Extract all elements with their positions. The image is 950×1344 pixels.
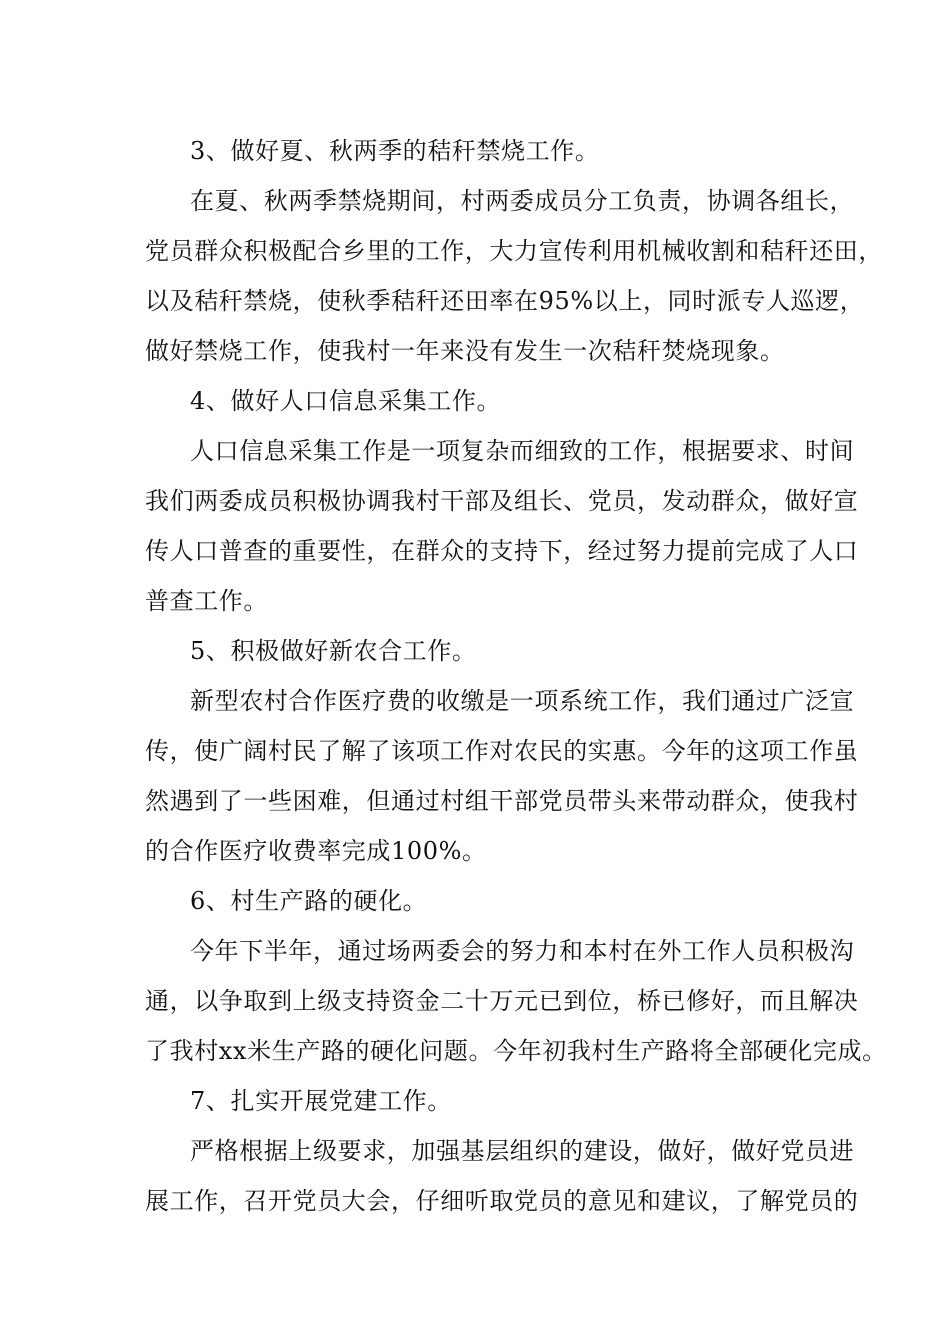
paragraph-line: 通，以争取到上级支持资金二十万元已到位，桥已修好，而且解决 <box>145 987 859 1015</box>
paragraph-line: 严格根据上级要求，加强基层组织的建设，做好，做好党员进 <box>190 1137 855 1165</box>
heading-item-4: 4、做好人口信息采集工作。 <box>190 387 502 415</box>
paragraph-line: 的合作医疗收费率完成100%。 <box>145 837 487 865</box>
paragraph-line: 以及秸秆禁烧，使秋季秸秆还田率在95%以上，同时派专人巡逻， <box>145 287 865 315</box>
paragraph-line: 我们两委成员积极协调我村干部及组长、党员，发动群众，做好宣 <box>145 487 859 515</box>
heading-item-6: 6、村生产路的硬化。 <box>190 887 428 915</box>
paragraph-line: 今年下半年，通过场两委会的努力和本村在外工作人员积极沟 <box>190 937 855 965</box>
paragraph-line: 人口信息采集工作是一项复杂而细致的工作，根据要求、时间 <box>190 437 855 465</box>
paragraph-line: 展工作，召开党员大会，仔细听取党员的意见和建议，了解党员的 <box>145 1187 859 1215</box>
paragraph-line: 普查工作。 <box>145 587 268 615</box>
paragraph-line: 做好禁烧工作，使我村一年来没有发生一次秸秆焚烧现象。 <box>145 337 785 365</box>
paragraph-line: 传，使广阔村民了解了该项工作对农民的实惠。今年的这项工作虽 <box>145 737 859 765</box>
heading-item-7: 7、扎实开展党建工作。 <box>190 1087 452 1115</box>
paragraph-line: 党员群众积极配合乡里的工作，大力宣传利用机械收割和秸秆还田， <box>145 237 883 265</box>
heading-item-3: 3、做好夏、秋两季的秸秆禁烧工作。 <box>190 137 600 165</box>
paragraph-line: 然遇到了一些困难，但通过村组干部党员带头来带动群众，使我村 <box>145 787 859 815</box>
heading-item-5: 5、积极做好新农合工作。 <box>190 637 477 665</box>
paragraph-line: 了我村xx米生产路的硬化问题。今年初我村生产路将全部硬化完成。 <box>145 1037 887 1065</box>
paragraph-line: 传人口普查的重要性，在群众的支持下，经过努力提前完成了人口 <box>145 537 859 565</box>
paragraph-line: 在夏、秋两季禁烧期间，村两委成员分工负责，协调各组长， <box>190 187 855 215</box>
paragraph-line: 新型农村合作医疗费的收缴是一项系统工作，我们通过广泛宣 <box>190 687 855 715</box>
